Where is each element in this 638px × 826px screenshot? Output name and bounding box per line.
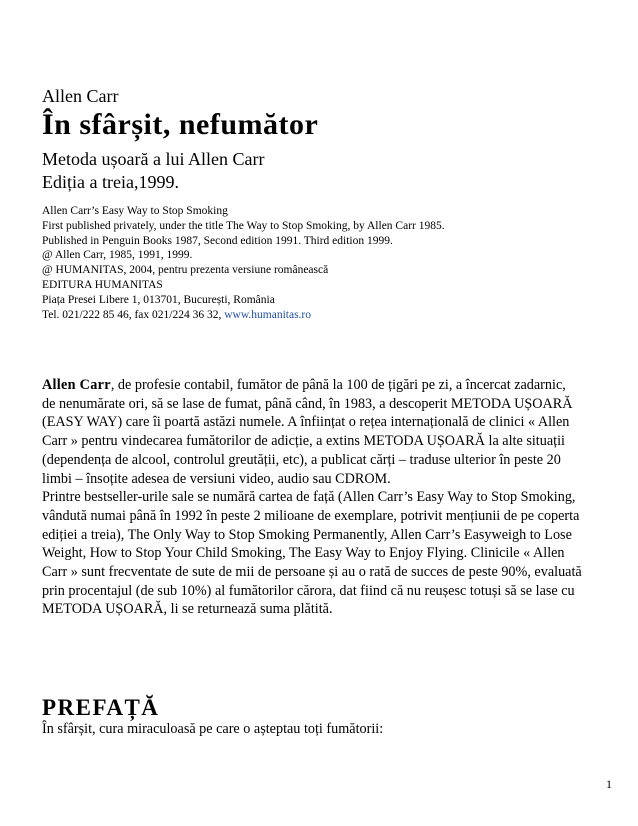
copyright-line: @ HUMANITAS, 2004, pentru prezenta versiune românească [42,264,329,277]
bio-line: vândută numai până în 1992 în peste 2 milioane de exemplare, potrivit mențiunii de pe coperta [42,507,580,524]
author-name: Allen Carr [42,86,119,106]
bio-line: limbi – însoțite adesea de versiuni video, audio sau CDROM. [42,470,391,487]
copyright-line: Piața Presei Libere 1, 013701, București, România [42,293,275,306]
copyright-line: First published privately, under the title The Way to Stop Smoking, by Allen Carr 1985. [42,219,445,232]
preface-heading: PREFAȚĂ [42,695,160,720]
bio-first-line: , de profesie contabil, fumător de până la 100 de țigări pe zi, a încercat zadarnic, [110,377,566,393]
contact-line [42,308,445,323]
bio-line: (EASY WAY) care îi poartă astăzi numele. A înființat o rețea internațională de clinici « Allen [42,414,570,431]
copyright-line: Published in Penguin Books 1987, Second edition 1991. Third edition 1999. [42,234,393,247]
bio-line: Weight, How to Stop Your Child Smoking, The Easy Way to Enjoy Flying. Clinicile « Allen [42,545,565,562]
copyright-line: Allen Carr’s Easy Way to Stop Smoking [42,205,228,217]
preface-text: În sfârșit, cura miraculoasă pe care o așteptau toți fumătorii: [42,721,384,737]
book-title: În sfârșit, nefumător [42,108,319,141]
bio-line: ediției a treia), The Only Way to Stop Smoking Permanently, Allen Carr’s Easyweigh to Lose [42,526,572,543]
bio-line: Carr » sunt frecventate de sute de mii de persoane și au o rată de succes de peste 90%, evaluată [42,564,582,581]
copyright-line: EDITURA HUMANITAS [42,278,163,291]
contact-phone-fax: Tel. 021/222 85 46, fax 021/224 36 32, [42,308,225,321]
bio-line: de nenumărate ori, să se lase de fumat, până când, în 1983, a descoperit METODA UȘOARĂ [42,395,573,412]
bio-author-name: Allen Carr [42,377,111,393]
website-link[interactable]: www.humanitas.ro [224,308,312,321]
bio-line: (dependența de alcool, controlul greutății, etc), a publicat cărți – traduse ulterior în peste 20 [42,451,561,468]
subtitle-line: Metoda ușoară a lui Allen Carr [42,149,265,169]
book-subtitle [42,148,264,194]
author-bio [42,376,602,619]
bio-line [42,376,602,395]
edition-line: Ediția a treia,1999. [42,172,179,192]
bio-line: Printre bestseller-urile sale se numără cartea de față (Allen Carr’s Easy Way to Stop Smoking, [42,489,576,506]
bio-line: Carr » pentru vindecarea fumătorilor de adicție, a extins METODA UȘOARĂ la alte situații [42,433,565,450]
page-number: 1 [606,777,612,791]
copyright-block [42,204,445,322]
copyright-line: @ Allen Carr, 1985, 1991, 1999. [42,249,193,262]
bio-line: METODA UȘOARĂ, li se returnează suma plătită. [42,601,333,618]
bio-line: prin procentajul (de sub 10%) al fumătorilor cărora, dat fiind că nu reușesc totuși să se lase cu [42,582,575,599]
